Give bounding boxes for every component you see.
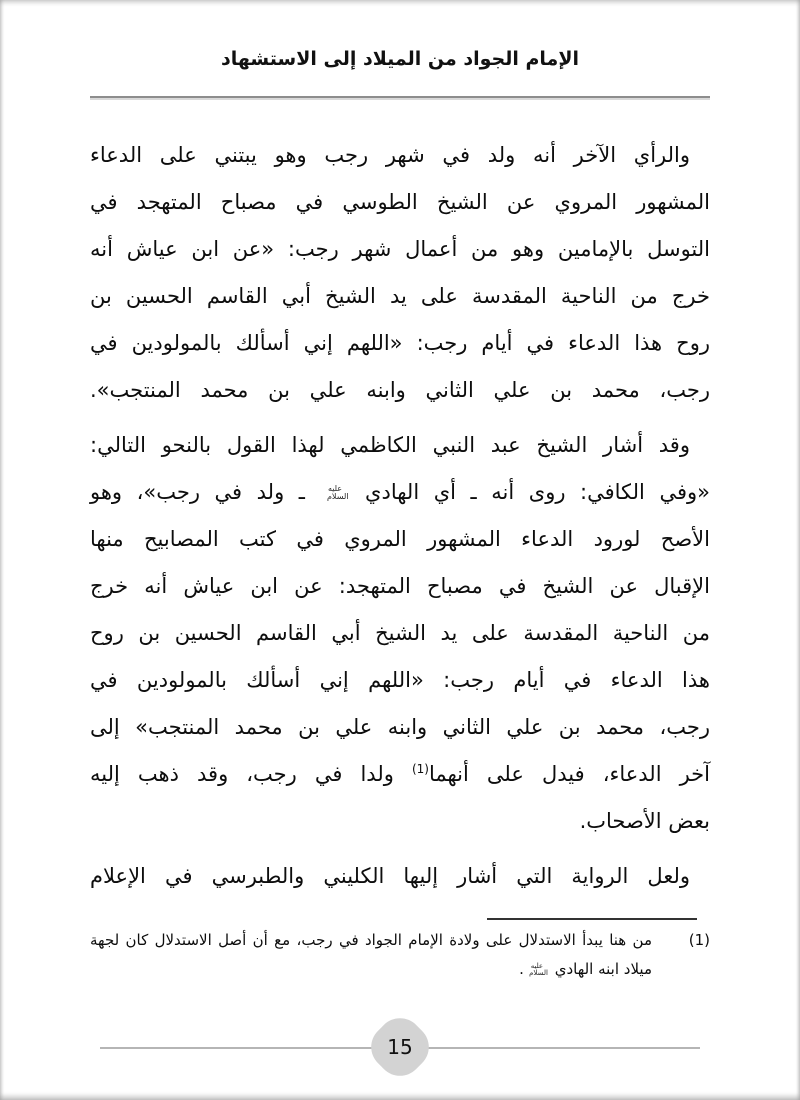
text-line bbox=[90, 367, 710, 414]
text-run: بعض الأصحاب. bbox=[579, 809, 710, 833]
footnote-separator bbox=[487, 918, 697, 920]
honorific-symbol: عليه السلام bbox=[326, 484, 349, 501]
text-line bbox=[90, 751, 710, 798]
text-run: والرأي الآخر أنه ولد في شهر رجب وهو يبتني على الدعاء bbox=[90, 143, 690, 167]
paragraph bbox=[90, 132, 710, 414]
page-number-badge bbox=[362, 1009, 438, 1085]
text-run: الأصح لورود الدعاء المشهور المروي في كتب المصابيح منها bbox=[90, 527, 710, 551]
body-text bbox=[90, 132, 710, 908]
text-run: آخر الدعاء، فيدل على أنهما bbox=[428, 762, 710, 786]
text-run: . bbox=[519, 960, 524, 978]
text-line bbox=[90, 926, 710, 955]
text-line bbox=[90, 469, 710, 516]
text-line bbox=[90, 132, 710, 179]
text-line bbox=[90, 516, 710, 563]
footnote bbox=[90, 926, 710, 984]
text-run: التوسل بالإمامين وهو من أعمال شهر رجب: «عن ابن عياش أنه bbox=[90, 237, 710, 261]
text-run: ولدا في رجب، وقد ذهب إليه bbox=[90, 762, 412, 786]
text-line bbox=[90, 563, 710, 610]
text-run: «وفي الكافي: روى أنه ـ أي الهادي bbox=[350, 480, 710, 504]
page-title: الإمام الجواد من الميلاد إلى الاستشهاد bbox=[221, 48, 579, 70]
text-run: من الناحية المقدسة على يد الشيخ أبي القاسم الحسين بن روح bbox=[90, 621, 710, 645]
text-run: ـ ولد في رجب»، وهو bbox=[90, 480, 320, 504]
text-line bbox=[90, 798, 710, 845]
paragraph bbox=[90, 422, 710, 845]
text-line bbox=[90, 422, 710, 469]
text-line bbox=[90, 955, 652, 984]
text-line bbox=[90, 226, 710, 273]
page-number: 15 bbox=[387, 1035, 413, 1059]
text-run: هذا الدعاء في أيام رجب: «اللهم إني أسألك بالمولودين في bbox=[90, 668, 710, 692]
paragraph bbox=[90, 853, 710, 900]
text-line bbox=[90, 179, 710, 226]
text-run: خرج من الناحية المقدسة على يد الشيخ أبي القاسم الحسين بن bbox=[90, 284, 710, 308]
text-line bbox=[90, 320, 710, 367]
text-line bbox=[90, 704, 710, 751]
text-run: المشهور المروي عن الشيخ الطوسي في مصباح المتهجد في bbox=[90, 190, 710, 214]
text-line bbox=[90, 610, 710, 657]
honorific-symbol: عليه السلام bbox=[529, 961, 548, 977]
text-run: رجب، محمد بن علي الثاني وابنه علي بن محمد المنتجب» إلى bbox=[90, 715, 710, 739]
text-run: من هنا يبدأ الاستدلال على ولادة الإمام الجواد في رجب، مع أن أصل الاستدلال كان لجهة bbox=[90, 931, 652, 949]
text-run: ولعل الرواية التي أشار إليها الكليني والطبرسي في الإعلام bbox=[90, 864, 690, 888]
footnote-ref: (1) bbox=[411, 762, 429, 776]
text-line bbox=[90, 657, 710, 704]
text-run: وقد أشار الشيخ عبد النبي الكاظمي لهذا القول بالنحو التالي: bbox=[90, 433, 690, 457]
text-run: رجب، محمد بن علي الثاني وابنه علي بن محمد المنتجب». bbox=[90, 378, 710, 402]
text-line bbox=[90, 273, 710, 320]
text-run: روح هذا الدعاء في أيام رجب: «اللهم إني أسألك بالمولودين في bbox=[90, 331, 710, 355]
text-run: ميلاد ابنه الهادي bbox=[549, 960, 652, 978]
text-run: الإقبال عن الشيخ في مصباح المتهجد: عن ابن عياش أنه خرج bbox=[90, 574, 710, 598]
footnote-marker: (1) bbox=[688, 931, 710, 949]
text-line bbox=[90, 853, 710, 900]
header-rule bbox=[90, 96, 710, 98]
